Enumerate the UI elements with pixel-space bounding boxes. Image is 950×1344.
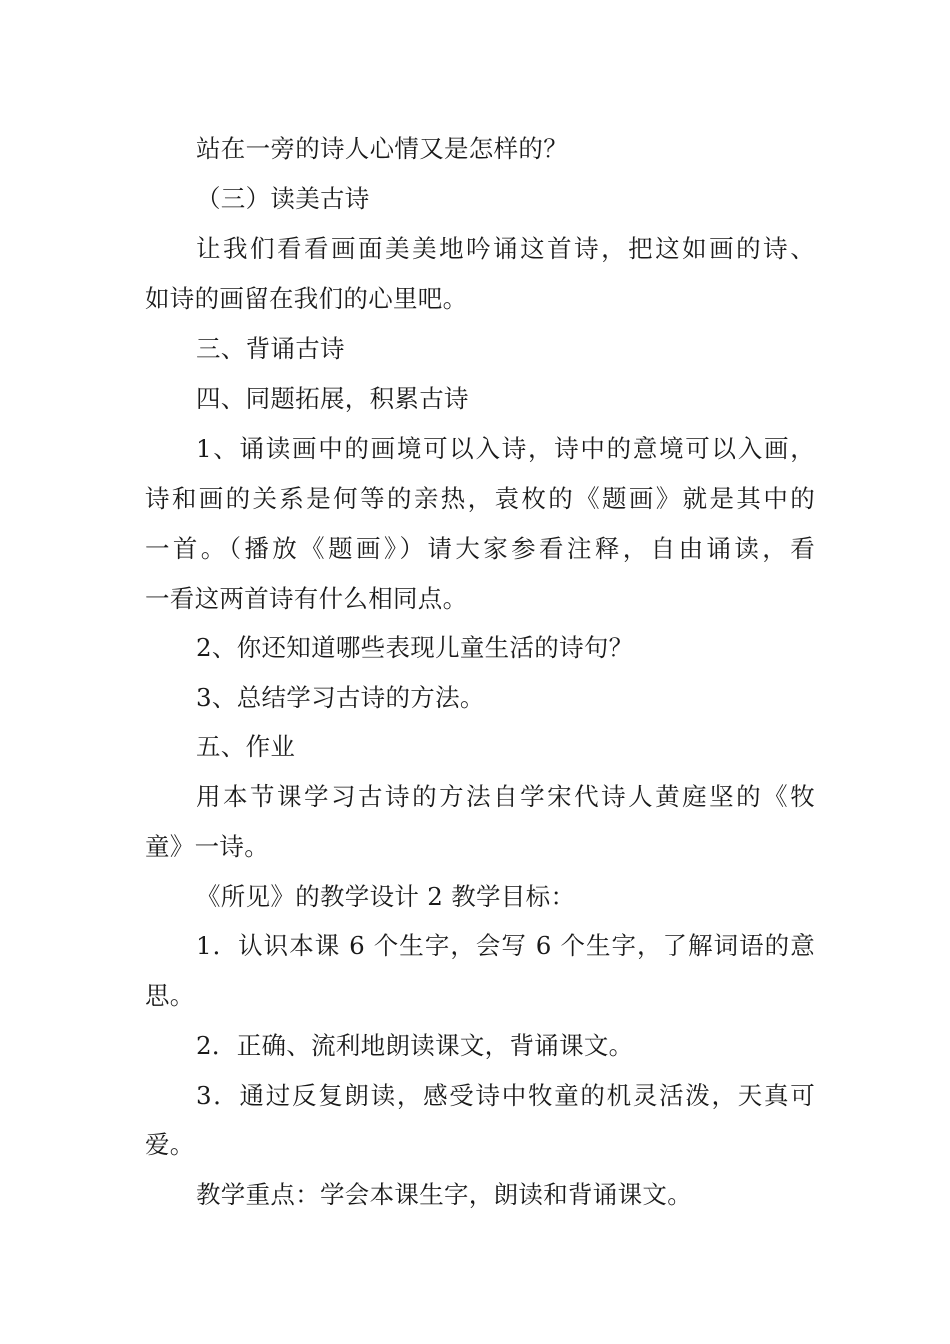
section-heading: 四、同题拓展，积累古诗: [196, 384, 469, 413]
section-heading: 三、背诵古诗: [196, 334, 345, 363]
text-line: 一看这两首诗有什么相同点。: [145, 584, 468, 613]
text-line: 让我们看看画面美美地吟诵这首诗，把这如画的诗、: [196, 234, 815, 263]
text-line: 一首。（播放《题画》）请大家参看注释，自由诵读，看: [145, 534, 815, 563]
text-line: 2、你还知道哪些表现儿童生活的诗句？: [196, 633, 634, 662]
text-line: 站在一旁的诗人心情又是怎样的？: [196, 134, 568, 163]
text-line: 童》一诗。: [145, 832, 269, 861]
text-line: 如诗的画留在我们的心里吧。: [145, 284, 468, 313]
section-heading: 《所见》的教学设计 2 教学目标：: [196, 882, 576, 911]
text-line: 思。: [145, 981, 195, 1010]
text-line: 1．认识本课 6 个生字，会写 6 个生字，了解词语的意: [196, 931, 815, 960]
text-line: 1、诵读画中的画境可以入诗，诗中的意境可以入画，: [196, 434, 815, 463]
section-heading: 五、作业: [196, 732, 296, 761]
text-line: 爱。: [145, 1130, 195, 1159]
text-line: 用本节课学习古诗的方法自学宋代诗人黄庭坚的《牧: [196, 782, 815, 811]
text-line: 教学重点：学会本课生字，朗读和背诵课文。: [196, 1180, 692, 1209]
text-line: 3．通过反复朗读，感受诗中牧童的机灵活泼，天真可: [196, 1081, 815, 1110]
text-line: 3、总结学习古诗的方法。: [196, 683, 485, 712]
text-line: 诗和画的关系是何等的亲热，袁枚的《题画》就是其中的: [145, 484, 815, 513]
text-line: 2．正确、流利地朗读课文，背诵课文。: [196, 1031, 634, 1060]
section-heading: （三）读美古诗: [196, 184, 370, 213]
